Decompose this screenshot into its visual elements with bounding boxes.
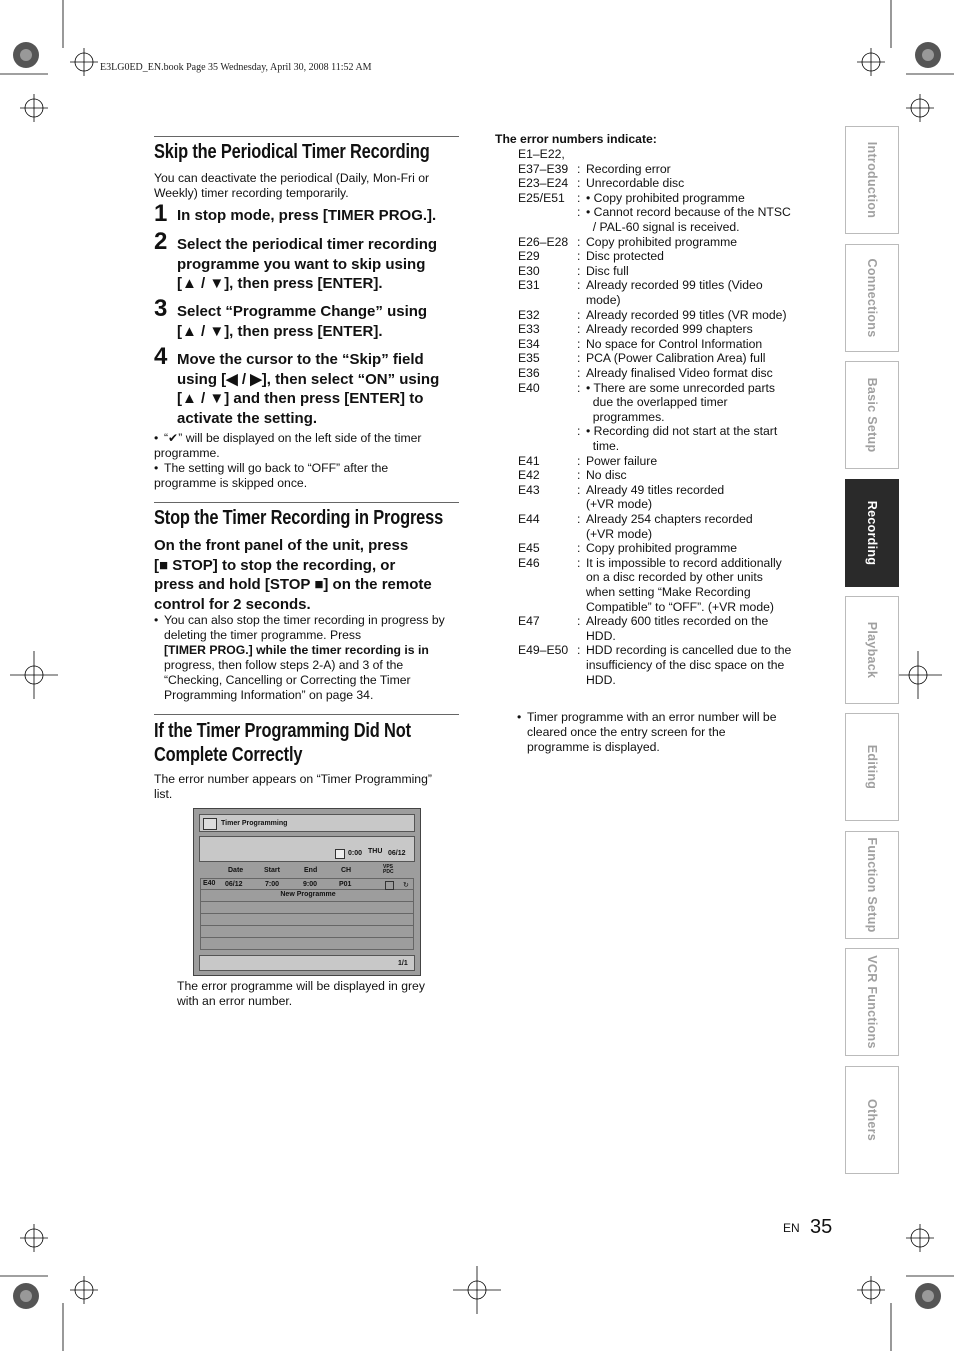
tab-basic-setup[interactable]: Basic Setup (845, 361, 899, 469)
error-code: E37–E39 (518, 161, 569, 176)
error-colon: : (577, 468, 581, 483)
error-code: E35 (518, 351, 540, 366)
error-description: Disc full (586, 263, 629, 278)
error-description: Copy prohibited programme (586, 541, 738, 556)
error-description: Already 600 titles recorded on the HDD. (586, 614, 769, 643)
error-code: E43 (518, 482, 540, 497)
error-colon: : (577, 424, 581, 439)
screen-clock-bar: 0:00 THU 06/12 (199, 836, 415, 862)
tab-introduction[interactable]: Introduction (845, 126, 899, 234)
error-description: Already recorded 99 titles (Video mode) (586, 278, 763, 307)
tab-recording[interactable]: Recording (845, 479, 899, 587)
tab-others[interactable]: Others (845, 1066, 899, 1174)
empty-row (200, 926, 414, 938)
error-colon: : (577, 307, 581, 322)
error-code: E25/E51 (518, 190, 565, 205)
incomplete-intro: The error number appears on “Timer Programming” list. (154, 772, 432, 801)
error-colon: : (577, 512, 581, 526)
section-divider (154, 502, 459, 503)
error-colon: : (577, 176, 581, 191)
error-colon: : (577, 541, 581, 556)
screen-page-bar: 1/1 (199, 955, 415, 971)
tab-playback[interactable]: Playback (845, 596, 899, 704)
error-code: E41 (518, 453, 540, 468)
error-colon: : (577, 190, 581, 205)
error-colon: : (577, 161, 581, 176)
error-code: E44 (518, 512, 540, 526)
error-colon: : (577, 555, 581, 570)
skip-section-title: Skip the Periodical Timer Recording (154, 141, 430, 163)
error-colon: : (577, 614, 581, 629)
error-description: Already recorded 999 chapters (586, 322, 753, 337)
tab-function-setup[interactable]: Function Setup (845, 831, 899, 939)
error-heading: The error numbers indicate: (495, 132, 657, 146)
clock-icon (335, 849, 345, 859)
error-description: Already 49 titles recorded (+VR mode) (586, 482, 725, 512)
error-description: Already recorded 99 titles (VR mode) (586, 307, 787, 322)
error-description: Copy prohibited programme (586, 234, 738, 249)
error-colon: : (577, 322, 581, 337)
error-colon: : (577, 278, 581, 293)
error-code: E1–E22, (518, 147, 565, 161)
stop-note: • You can also stop the timer recording in progress by deleting the timer programme. Press [TIMER PROG.] while the timer recording is in progress, then follow steps 2-A) and 3 of the “Checking, Cancelling or Correcting the Timer Programming Information” on page 34. (154, 613, 445, 702)
error-code: E49–E50 (518, 643, 569, 658)
empty-row (200, 938, 414, 950)
error-colon: : (577, 263, 581, 278)
skip-note-2: • The setting will go back to “OFF” after the programme is skipped once. (154, 461, 389, 490)
refresh-icon: ↻ (403, 882, 409, 889)
error-code: E31 (518, 278, 540, 293)
error-code: E23–E24 (518, 176, 569, 191)
error-description: Recording error (586, 161, 671, 176)
timer-programming-screen (193, 808, 421, 976)
error-description: • There are some unrecorded parts due the overlapped timer programmes. (586, 380, 775, 424)
error-code: E36 (518, 366, 540, 380)
error-colon: : (577, 482, 581, 497)
error-description: It is impossible to record additionally on a disc recorded by other units when setting “Make Recording Compatible” to “OFF”. (+VR mode) (586, 555, 782, 614)
error-description: • Copy prohibited programme (586, 190, 745, 205)
error-colon: : (577, 643, 581, 658)
tab-editing[interactable]: Editing (845, 713, 899, 821)
error-description: No space for Control Information (586, 336, 763, 351)
error-description: HDD recording is cancelled due to the insufficiency of the disc space on the HDD. (586, 643, 792, 687)
tab-vcr-functions[interactable]: VCR Functions (845, 948, 899, 1056)
error-colon: : (577, 234, 581, 249)
error-description: Already finalised Video format disc (586, 366, 773, 380)
error-description: Already 254 chapters recorded (+VR mode) (586, 512, 753, 541)
error-description: Power failure (586, 453, 658, 468)
error-code: E47 (518, 614, 540, 629)
error-code: E42 (518, 468, 540, 483)
stop-section-title: Stop the Timer Recording in Progress (154, 507, 444, 529)
error-description: Disc protected (586, 249, 664, 264)
checkbox-icon (385, 881, 394, 890)
error-description: Unrecordable disc (586, 176, 685, 191)
error-code: E26–E28 (518, 234, 569, 249)
error-note: • Timer programme with an error number will be cleared once the entry screen for the programme is displayed. (517, 710, 777, 754)
error-description: PCA (Power Calibration Area) full (586, 351, 766, 366)
section-divider (154, 136, 459, 137)
error-code: E33 (518, 322, 540, 337)
error-colon: : (577, 336, 581, 351)
error-description: No disc (586, 468, 627, 483)
error-colon: : (577, 380, 581, 395)
error-colon: : (577, 351, 581, 366)
error-colon: : (577, 249, 581, 264)
screen-caption: The error programme will be displayed in grey with an error number. (177, 979, 425, 1008)
error-code: E32 (518, 307, 540, 322)
error-colon: : (577, 205, 581, 220)
error-colon: : (577, 366, 581, 380)
new-programme-row: New Programme (200, 890, 414, 902)
error-row: E40 06/12 7:00 9:00 P01 ↻ (200, 878, 414, 890)
error-code: E34 (518, 336, 540, 351)
error-description: • Recording did not start at the start time. (586, 424, 778, 453)
timer-icon (203, 818, 217, 830)
screen-header-row: Date Start End CH VPS PDC (228, 864, 394, 875)
error-code: E30 (518, 263, 540, 278)
empty-row (200, 902, 414, 914)
skip-note-1: • “✔” will be displayed on the left side of the timer programme. (154, 431, 422, 460)
error-code: E29 (518, 249, 540, 264)
page-number: 35 (810, 1216, 833, 1238)
error-code: E40 (518, 380, 540, 395)
tab-connections[interactable]: Connections (845, 244, 899, 352)
error-code: E45 (518, 541, 540, 556)
file-header: E3LG0ED_EN.book Page 35 Wednesday, April 30, 2008 11:52 AM (100, 62, 372, 73)
empty-row (200, 914, 414, 926)
incomplete-section-title: If the Timer Programming Did Not Complete Correctly (154, 720, 411, 766)
language-label: EN (783, 1221, 800, 1235)
error-description: • Cannot record because of the NTSC / PAL-60 signal is received. (586, 205, 791, 234)
error-code: E46 (518, 555, 540, 570)
screen-title-bar: Timer Programming (199, 814, 415, 832)
stop-lead: On the front panel of the unit, press [■ STOP] to stop the recording, or press and hold [STOP ■] on the remote control for 2 seconds. (154, 537, 432, 613)
skip-intro: You can deactivate the periodical (Daily, Mon-Fri or Weekly) timer recording temporarily. (154, 171, 430, 200)
section-divider (154, 714, 459, 715)
error-colon: : (577, 453, 581, 468)
